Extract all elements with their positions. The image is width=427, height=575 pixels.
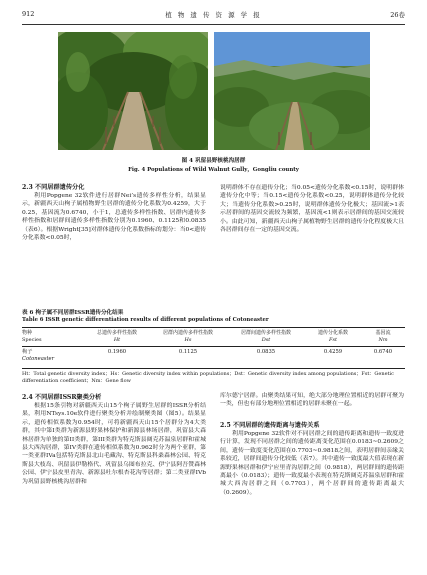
section-2-5-body: 利用Popgene 32软件对不同居群之间的遗传距离和遗传一致度进行计算，发现不同居群之间的遗传距离变化范围在0.0183~0.2609之间，遗传一致度变化范围在0.7703~0.9818之间，表明居群间亲缘关系较近，居群间遗传分化较低（表7）。其中遗传一致度最大值表现在新源野果林居群和伊宁应里青沟居群之间（0.9818），两居群间的遗传距离最小（0.0183）；遗传一致度最小表现在特克斯阔克苏温泉居群和霍城大西沟居群之间（0.7703），两个居群间的遗传距离最大（0.2609）。 <box>220 431 404 496</box>
section-2-3-body-continued: 说明群体不存在遗传分化；当0.05<遗传分化系数<0.15时，说明群体遗传分化中等；当0.15<遗传分化系数<0.25，说明群体遗传分化较大；当遗传分化系数>0.25时，说明群体遗传分化极大；基因流>1表示居群间的基因交流较为频繁，基因流<1则表示居群间的基因交流较小。由此可知，新疆西天山栒子属植物野生居群的遗传分化程度极大且各居群间存在一定的基因交流。 <box>220 185 404 234</box>
table-cell-dst: 0.0835 <box>256 349 276 355</box>
section-2-5-title: 2.5 不同居群的遗传距离与遗传关系 <box>220 422 320 429</box>
table-top-rule <box>22 327 405 328</box>
table-cell-nm: 0.6740 <box>373 349 393 355</box>
table-bottom-rule <box>22 368 405 369</box>
table-row-species: 栒子 Cotoneaster <box>22 349 55 362</box>
table-header-nm: 基因流 Nm <box>375 330 391 343</box>
table-cell-hs: 0.1125 <box>178 349 198 355</box>
table-header-fst: 遗传分化系数 Fst <box>317 330 348 343</box>
table-cell-ht: 0.1960 <box>107 349 127 355</box>
journal-title: 植 物 遗 传 资 源 学 报 <box>165 11 262 19</box>
volume-label: 26卷 <box>390 11 405 19</box>
section-2-3-body: 利用Popgene 32软件进行居群Nei’s遗传多样性分析，结果显示，新疆西天山栒子属植物野生居群的遗传分化系数为0.4259，大于0.25，基因流为0.6740，小于1，总遗传多样性指数、居群内遗传多样性指数和居群间遗传多样性指数分别为0.1960、0.1125和0.0835（表6）。根据Wright[35]对群体遗传分化系数指标的划分：当0<遗传分化系数<0.05时， <box>22 193 206 242</box>
table-header-species: 物种 Species <box>22 330 42 343</box>
page-header <box>22 10 405 22</box>
table-caption-en: Table 6 ISSR genetic differentiation results of different populations of Cotoneaster <box>22 317 269 323</box>
table-header-hs: 居群内遗传多样性指数 Hs <box>162 330 213 343</box>
section-2-4-body-continued: 库尔德宁居群。由聚类结果可知，绝大部分地理位置相近的居群可聚为一类，但也有部分地理位置相近的居群未聚在一起。 <box>220 393 404 408</box>
section-2-3-title: 2.3 不同居群遗传分化 <box>22 184 85 191</box>
table-cell-fst: 0.4259 <box>323 349 343 355</box>
figure-photo-forest-trail <box>58 32 208 150</box>
figure-caption-en: Fig. 4 Populations of Wild Walnut Gully，Gongliu county <box>128 167 299 173</box>
table-header-dst: 居群间遗传多样性指数 Dst <box>240 330 291 343</box>
figure-photo-mountain-valley <box>214 32 370 150</box>
table-mid-rule <box>22 346 405 347</box>
table-footnote: Ht：Total genetic diversity index；Hs：Genetic diversity index within populations；Dst：Genetic diversity index among populations；Fst：Genetic differentiation coefficient；Nm：Gene flow <box>22 371 394 385</box>
figure-caption-cn: 图 4 巩留县野核桃沟居群 <box>181 158 246 164</box>
table-caption-cn: 表 6 栒子属不同居群ISSR遗传分化结果 <box>22 310 124 316</box>
table-header-ht: 总遗传多样性指数 Ht <box>96 330 137 343</box>
page-number: 912 <box>22 10 35 18</box>
section-2-4-title: 2.4 不同居群ISSR聚类分析 <box>22 394 102 401</box>
header-rule <box>22 24 405 25</box>
section-2-4-body: 根据15条引物对新疆西天山15个栒子属野生居群的ISSR分析结果，利用NTsys.10e软件进行聚类分析并绘制聚类图（图5）。结果显示，遗传相似系数为0.954时，可将新疆西天山15个居群分为4大类群，其中第I类群为新源县野果林保护和新源县林场居群，巩留县大森林居群为单独的第II类群，第III类群为特克斯县阔克苏温泉居群和霍城县大西沟居群，第IV类群在遗传相似系数为0.962时分为两个亚群，第一类亚群IVa包括特克斯县北山毛藏沟、特克斯县科桑森林公园、特克斯县大枝岛、巩留县伊勒格代、巩留县乌图布拉克、伊宁县阿吾赞森林公园、伊宁县皮里青沟、新源县吐尔根杏花沟等居群；第二类亚群IVb为巩留县野核桃沟居群和 <box>22 403 206 485</box>
